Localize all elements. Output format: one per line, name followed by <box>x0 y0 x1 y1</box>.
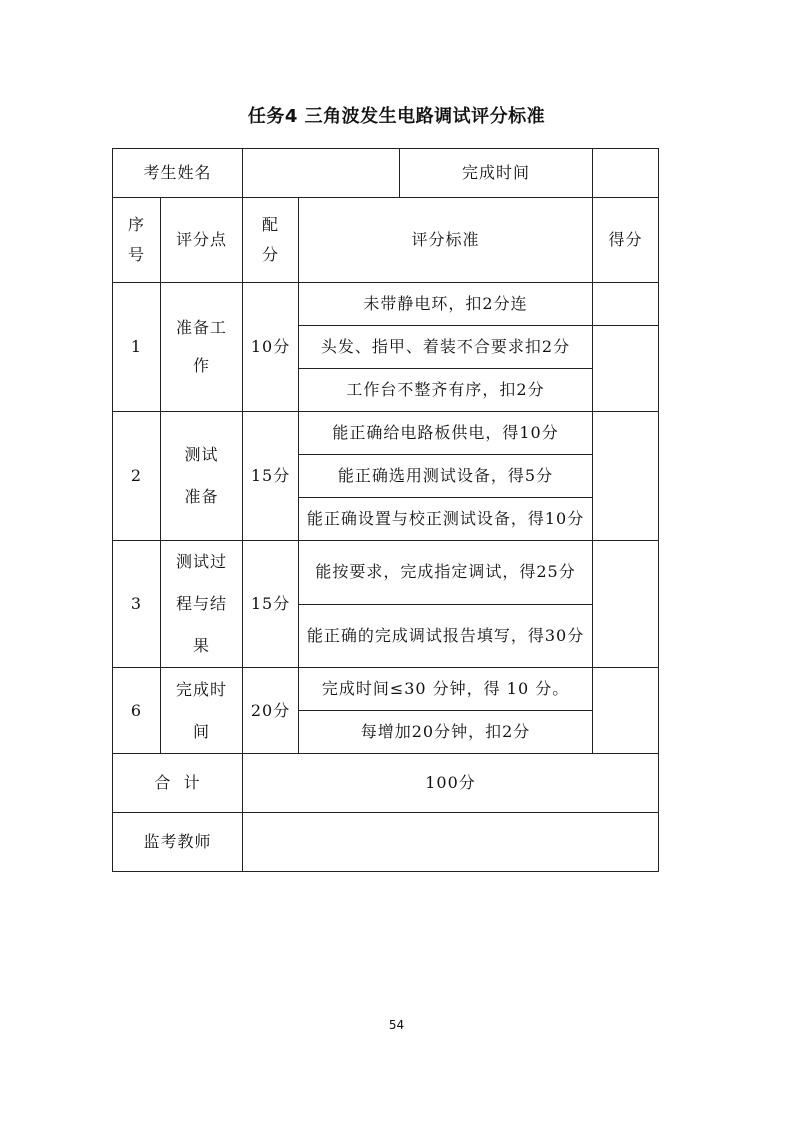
criteria-item: 每增加20分钟，扣2分 <box>299 711 593 754</box>
proctor-label: 监考教师 <box>113 813 243 872</box>
completion-time-label: 完成时间 <box>462 163 531 182</box>
column-criteria: 评分标准 <box>299 198 593 283</box>
score-input[interactable] <box>593 541 659 668</box>
proctor-row <box>113 813 659 872</box>
criteria-item: 能正确给电路板供电，得10分 <box>299 412 593 455</box>
row-point: 准备工作 <box>161 283 243 412</box>
row-point: 测试过程与结果 <box>161 541 243 668</box>
score-input[interactable] <box>593 668 659 754</box>
row-score: 20分 <box>243 668 299 754</box>
column-score: 配分 <box>243 198 299 283</box>
criteria-item: 工作台不整齐有序，扣2分 <box>299 369 593 412</box>
score-input[interactable] <box>593 283 659 326</box>
page-number: 54 <box>388 1018 405 1032</box>
table-row <box>113 668 659 711</box>
criteria-item: 能按要求，完成指定调试，得25分 <box>299 541 593 605</box>
table-row <box>113 412 659 455</box>
total-value: 100分 <box>243 754 659 813</box>
candidate-info-row <box>113 149 659 198</box>
grading-table <box>112 148 659 872</box>
column-header-row <box>113 198 659 283</box>
criteria-item: 能正确设置与校正测试设备，得10分 <box>299 498 593 541</box>
row-seq: 1 <box>113 283 161 412</box>
candidate-name-cell[interactable] <box>243 149 593 198</box>
row-seq: 2 <box>113 412 161 541</box>
proctor-signature[interactable] <box>243 813 659 872</box>
row-point: 测试准备 <box>161 412 243 541</box>
table-row <box>113 283 659 326</box>
row-score: 15分 <box>243 412 299 541</box>
completion-time-value[interactable] <box>593 149 659 198</box>
criteria-item: 头发、指甲、着装不合要求扣2分 <box>299 326 593 369</box>
row-score: 10分 <box>243 283 299 412</box>
row-score: 15分 <box>243 541 299 668</box>
table-row <box>113 541 659 605</box>
criteria-item: 未带静电环，扣2分连 <box>299 283 593 326</box>
row-point: 完成时间 <box>161 668 243 754</box>
candidate-name-value[interactable] <box>243 149 400 197</box>
criteria-item: 能正确的完成调试报告填写，得30分 <box>299 604 593 668</box>
column-got: 得分 <box>593 198 659 283</box>
column-seq: 序号 <box>113 198 161 283</box>
row-seq: 3 <box>113 541 161 668</box>
criteria-item: 能正确选用测试设备，得5分 <box>299 455 593 498</box>
score-input[interactable] <box>593 326 659 412</box>
criteria-item: 完成时间≤30 分钟，得 10 分。 <box>299 668 593 711</box>
page-title: 任务4 三角波发生电路调试评分标准 <box>247 106 546 127</box>
score-input[interactable] <box>593 412 659 541</box>
total-label: 合 计 <box>113 754 243 813</box>
column-point: 评分点 <box>161 198 243 283</box>
row-seq: 6 <box>113 668 161 754</box>
candidate-name-label: 考生姓名 <box>113 149 243 198</box>
total-row <box>113 754 659 813</box>
